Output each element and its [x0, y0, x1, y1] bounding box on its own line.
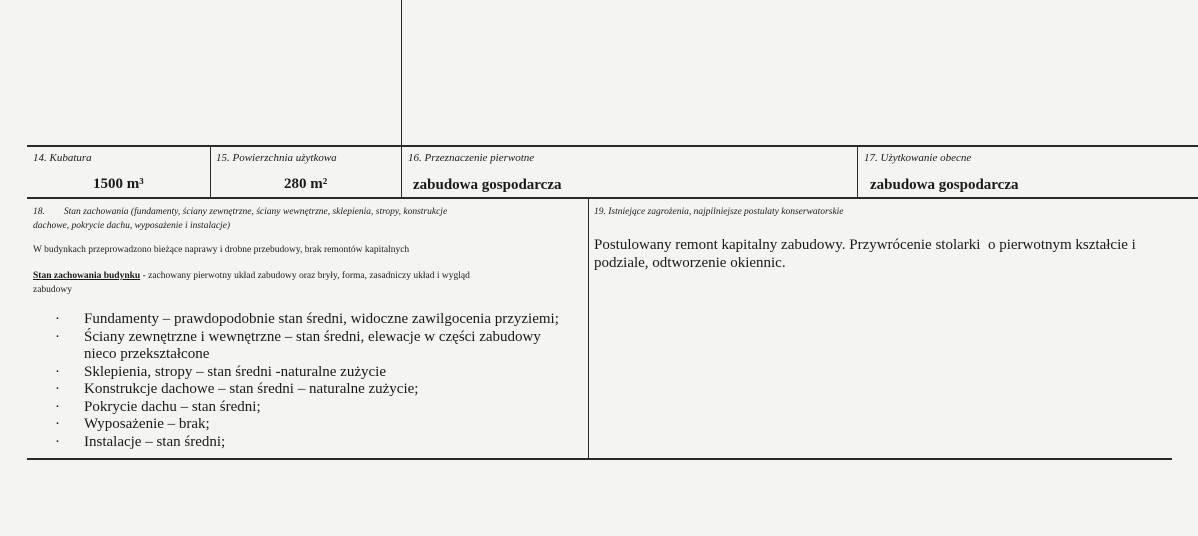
list-item: · Instalacje – stan średni; — [55, 433, 226, 450]
bullet: · — [55, 328, 60, 345]
field-17-label: 17. Użytkowanie obecne — [864, 152, 972, 164]
bullet: · — [55, 363, 60, 380]
field-19-text-line1: Postulowany remont kapitalny zabudowy. Przywrócenie stolarki o pierwotnym kształcie i — [594, 237, 1136, 253]
field-16-label: 16. Przeznaczenie pierwotne — [408, 152, 535, 164]
bullet: · — [55, 398, 60, 415]
field-18-state-line1 — [33, 271, 470, 281]
field-19-label: 19. Istniejące zagrożenia, najpilniejsze postulaty konserwatorskie — [594, 207, 844, 217]
bullet: · — [55, 416, 60, 432]
field-14-label: 14. Kubatura — [33, 152, 92, 164]
field-18-label-line2: dachowe, pokrycie dachu, wyposażenie i instalacje) — [33, 221, 231, 231]
row-top-border — [27, 145, 1198, 147]
bullet: · — [55, 311, 60, 327]
field-15-value: 280 m² — [284, 176, 328, 192]
field-15-label: 15. Powierzchnia użytkowa — [216, 152, 337, 164]
divider-18-19 — [588, 198, 589, 459]
field-18-note: W budynkach przeprowadzono bieżące naprawy i drobne przebudowy, brak remontów kapitalnych — [33, 245, 410, 255]
row-middle-border — [27, 197, 1198, 199]
list-item: · Fundamenty – prawdopodobnie stan średni, widoczne zawilgocenia przyziemi; — [55, 311, 559, 327]
state-heading: Stan zachowania budynku — [33, 271, 141, 281]
condition-list — [55, 311, 564, 451]
bullet: · — [55, 381, 60, 397]
list-item: · Wyposażenie – brak; — [55, 416, 210, 432]
list-item: · Pokrycie dachu – stan średni; — [55, 398, 261, 415]
field-14-value: 1500 m³ — [93, 176, 144, 192]
field-19-text-line2: podziale, odtworzenie okiennic. — [594, 255, 786, 271]
divider-16-17 — [857, 146, 858, 198]
bullet: · — [55, 433, 60, 450]
top-divider-vertical — [401, 0, 402, 146]
field-18-label-line1: 18. Stan zachowania (fundamenty, ściany zewnętrzne, ściany wewnętrzne, sklepienia, stropy, konstrukcje — [33, 207, 448, 217]
list-item: · Konstrukcje dachowe – stan średni – naturalne zużycie; — [55, 381, 419, 397]
bottom-border — [27, 458, 1172, 460]
divider-15-16 — [401, 146, 402, 198]
field-16-value: zabudowa gospodarcza — [413, 177, 562, 193]
field-17-value: zabudowa gospodarcza — [870, 177, 1019, 193]
divider-14-15 — [210, 146, 211, 198]
list-item: · Ściany zewnętrzne i wewnętrzne – stan średni, elewacje w części zabudowy nieco przekształcone — [55, 328, 541, 362]
list-item: · Sklepienia, stropy – stan średni -naturalne zużycie — [55, 363, 386, 380]
state-text: - zachowany pierwotny układ zabudowy oraz bryły, forma, zasadniczy układ i wygląd — [140, 271, 470, 281]
field-18-state-line2: zabudowy — [33, 285, 73, 295]
